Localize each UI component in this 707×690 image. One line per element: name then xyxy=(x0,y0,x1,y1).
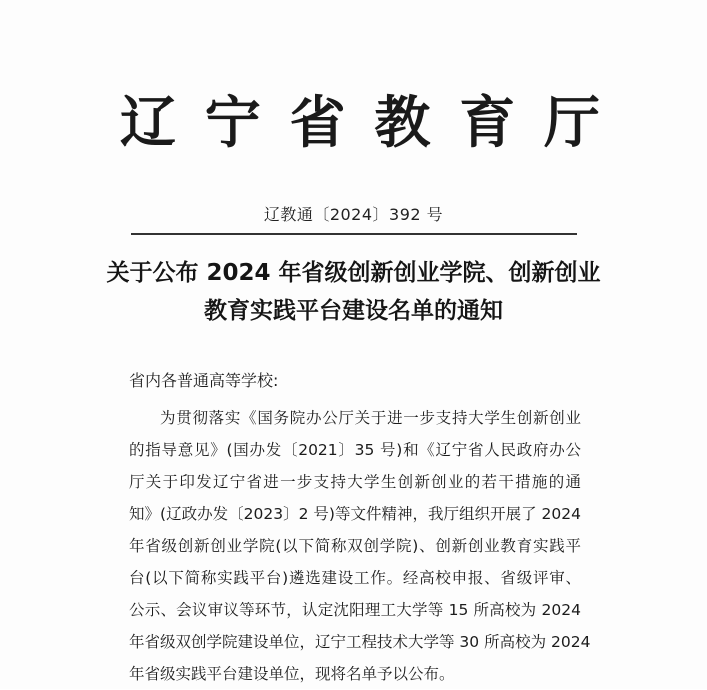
notice-body xyxy=(129,402,591,690)
notice-title-line: 教育实践平台建设名单的通知 xyxy=(204,298,503,324)
department-name-char: 育 xyxy=(459,90,516,156)
department-name xyxy=(120,88,600,158)
body-line: 年省级双创学院建设单位，辽宁工程技术大学等 30 所高校为 2024 xyxy=(129,633,591,651)
department-name-char: 厅 xyxy=(543,90,600,156)
department-name-char: 省 xyxy=(289,90,346,156)
body-line: 台(以下简称实践平台)遴选建设工作。经高校申报、省级评审、 xyxy=(129,569,581,587)
body-line: 知》(辽政办发〔2023〕2 号)等文件精神，我厅组织开展了 2024 xyxy=(129,505,581,523)
notice-title-line: 关于公布 2024 年省级创新创业学院、创新创业 xyxy=(106,260,601,286)
department-name-char: 宁 xyxy=(204,90,261,156)
document-number: 辽教通〔2024〕392 号 xyxy=(263,205,444,224)
addressee: 省内各普通高等学校: xyxy=(129,371,279,390)
department-name-char: 辽 xyxy=(120,90,176,156)
body-line: 公示、会议审议等环节，认定沈阳理工大学等 15 所高校为 2024 xyxy=(129,601,581,619)
body-line: 年省级实践平台建设单位，现将名单予以公布。 xyxy=(129,665,455,683)
body-line: 年省级创新创业学院(以下简称双创学院)、创新创业教育实践平 xyxy=(129,537,581,555)
header-divider xyxy=(131,233,577,235)
body-line: 为贯彻落实《国务院办公厅关于进一步支持大学生创新创业 xyxy=(160,409,581,427)
notice-title xyxy=(90,254,617,330)
body-line: 的指导意见》(国办发〔2021〕35 号)和《辽宁省人民政府办公 xyxy=(129,441,581,459)
department-name-char: 教 xyxy=(374,90,431,156)
body-line: 厅关于印发辽宁省进一步支持大学生创新创业的若干措施的通 xyxy=(129,473,581,491)
